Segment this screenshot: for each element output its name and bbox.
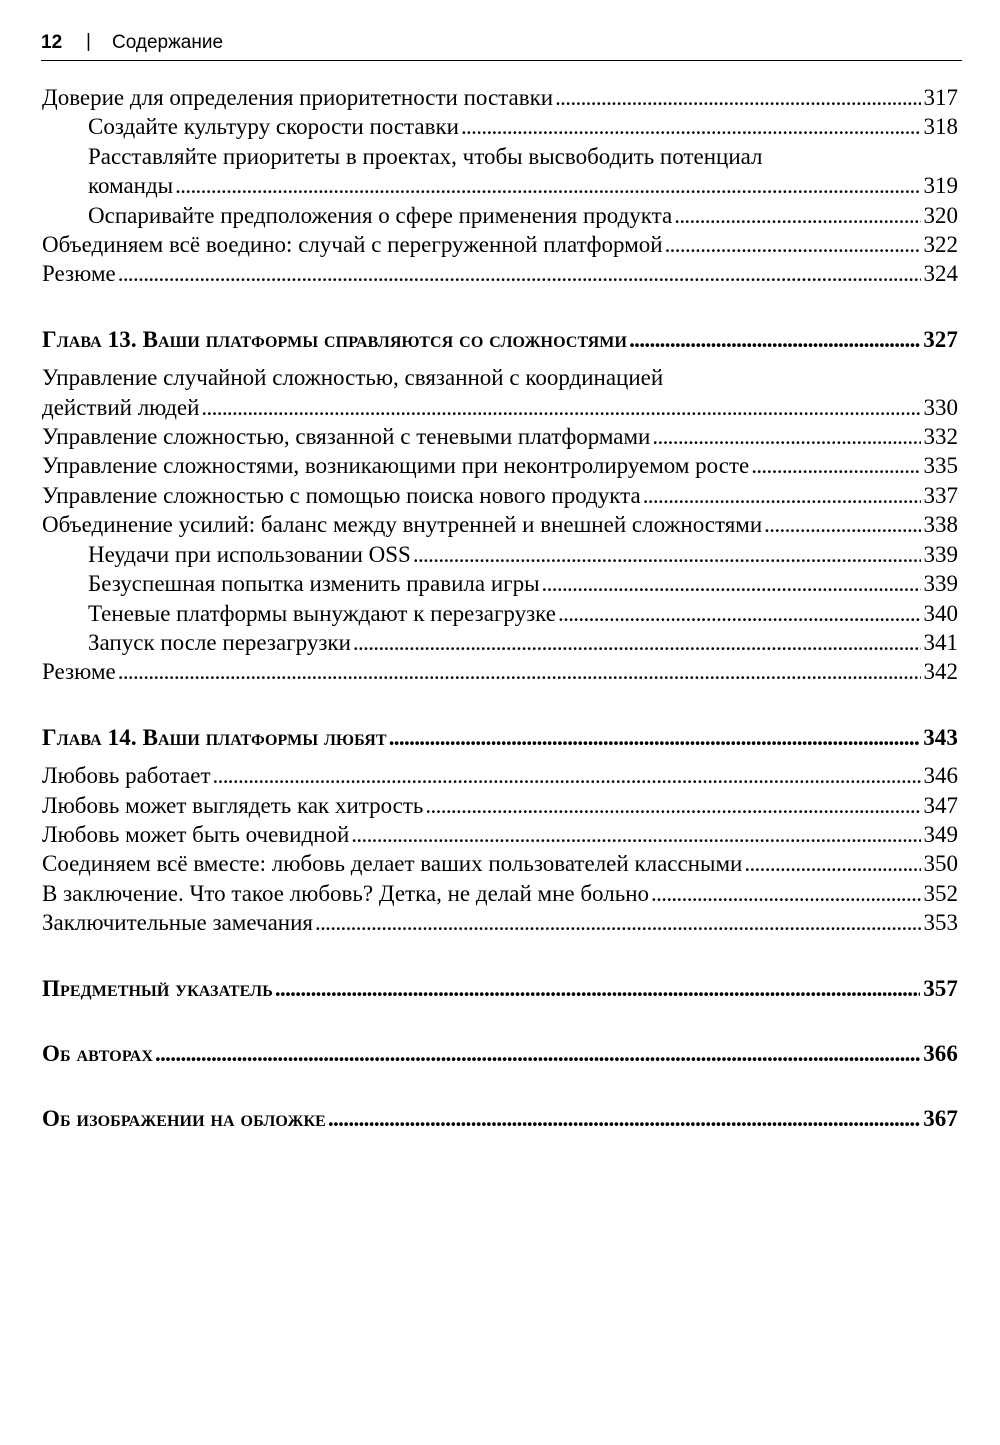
toc-entry[interactable] (42, 230, 958, 259)
leader-dots (275, 974, 920, 1003)
toc-entry-page: 319 (923, 173, 958, 199)
toc-entry-page: 349 (923, 821, 958, 847)
chapter-title: Об изображении на обложке (42, 1106, 326, 1132)
toc-entry-title: Создайте культуру скорости поставки (88, 114, 459, 140)
chapter-page: 327 (923, 326, 958, 352)
toc-chapter-14[interactable] (42, 723, 958, 752)
leader-dots (461, 112, 921, 141)
leader-dots (175, 171, 920, 200)
toc-entry-page: 332 (923, 424, 958, 450)
toc-entry-page: 324 (923, 261, 958, 287)
table-of-contents (42, 83, 958, 1134)
toc-entry-title: Резюме (42, 261, 116, 287)
toc-subentry[interactable] (42, 628, 958, 657)
leader-dots (764, 510, 920, 539)
toc-entry-title-line1: Управление случайной сложностью, связанной с координацией (42, 365, 664, 391)
toc-entry-page: 340 (923, 600, 958, 626)
leader-dots (744, 849, 920, 878)
toc-entry-page: 338 (923, 512, 958, 538)
toc-subentry[interactable] (42, 201, 958, 230)
toc-entry-title: Доверие для определения приоритетности поставки (42, 85, 554, 110)
toc-entry[interactable] (42, 510, 958, 539)
leader-dots (665, 230, 921, 259)
leader-dots (389, 723, 920, 752)
toc-entry-page: 350 (923, 851, 958, 877)
toc-entry-title-line2: команды (88, 173, 174, 199)
toc-entry[interactable] (42, 791, 958, 820)
toc-subentry[interactable] (42, 599, 958, 628)
toc-cover[interactable] (42, 1104, 958, 1133)
toc-entry-title: Управление сложностью, связанной с теневыми платформами (42, 424, 651, 450)
leader-dots (155, 1039, 920, 1068)
toc-entry[interactable] (42, 879, 958, 908)
header-title: Содержание (112, 32, 224, 53)
toc-entry[interactable] (42, 908, 958, 937)
toc-entry-title-line1: Расставляйте приоритеты в проектах, чтобы высвободить потенциал (88, 143, 763, 169)
toc-entry-page: 318 (923, 114, 958, 140)
running-header (41, 30, 962, 61)
toc-subentry[interactable] (42, 142, 958, 201)
toc-entry-title: Заключительные замечания (42, 910, 313, 936)
toc-entry-page: 342 (923, 659, 958, 685)
toc-entry-title: Любовь работает (42, 763, 211, 789)
chapter-title: Об авторах (42, 1040, 153, 1066)
leader-dots (555, 83, 920, 112)
toc-entry-page: 335 (923, 453, 958, 479)
toc-entry[interactable] (42, 849, 958, 878)
toc-authors[interactable] (42, 1039, 958, 1068)
toc-entry-title: Объединение усилий: баланс между внутренней и внешней сложностями (42, 512, 763, 538)
toc-entry-title: Управление сложностями, возникающими при неконтролируемом росте (42, 453, 750, 479)
toc-entry[interactable] (42, 259, 958, 288)
toc-entry-title-line2: действий людей (42, 394, 200, 420)
leader-dots (558, 599, 921, 628)
toc-entry[interactable] (42, 422, 958, 451)
leader-dots (328, 1104, 920, 1133)
leader-dots (201, 393, 920, 422)
leader-dots (351, 820, 920, 849)
toc-entry[interactable] (42, 657, 958, 686)
leader-dots (353, 628, 921, 657)
leader-dots (629, 325, 920, 354)
toc-entry[interactable] (42, 820, 958, 849)
toc-entry-title: Оспаривайте предположения о сфере применения продукта (88, 202, 673, 228)
toc-entry-title: Запуск после перезагрузки (88, 629, 351, 655)
toc-entry-title: Управление сложностью с помощью поиска нового продукта (42, 482, 641, 508)
toc-entry[interactable] (42, 363, 958, 422)
chapter-title: Глава 14. Ваши платформы любят (42, 724, 387, 750)
leader-dots (118, 657, 921, 686)
toc-entry-title: Объединяем всё воедино: случай с перегруженной платформой (42, 232, 663, 258)
toc-entry-page: 347 (923, 792, 958, 818)
toc-entry-title: Любовь может выглядеть как хитрость (42, 792, 424, 818)
toc-entry-page: 339 (923, 541, 958, 567)
toc-entry-page: 346 (923, 763, 958, 789)
leader-dots (643, 481, 921, 510)
toc-entry-page: 330 (923, 394, 958, 420)
chapter-title: Предметный указатель (42, 975, 273, 1001)
toc-chapter-13[interactable] (42, 325, 958, 354)
toc-entry-page: 353 (923, 910, 958, 936)
toc-entry[interactable] (42, 451, 958, 480)
toc-entry-page: 320 (923, 202, 958, 228)
toc-entry-page: 317 (923, 85, 958, 110)
toc-entry-title: Неудачи при использовании OSS (88, 541, 411, 567)
toc-entry[interactable] (42, 83, 958, 112)
page-number: 12 (41, 32, 63, 53)
toc-entry-page: 341 (923, 629, 958, 655)
header-separator: | (86, 31, 91, 52)
chapter-page: 357 (923, 975, 958, 1001)
chapter-title: Глава 13. Ваши платформы справляются со сложностями (42, 326, 628, 352)
toc-entry-title: Резюме (42, 659, 116, 685)
toc-entry-page: 337 (923, 482, 958, 508)
toc-index[interactable] (42, 974, 958, 1003)
leader-dots (425, 791, 920, 820)
leader-dots (118, 259, 921, 288)
leader-dots (413, 540, 921, 569)
toc-subentry[interactable] (42, 569, 958, 598)
toc-entry-title: Теневые платформы вынуждают к перезагрузке (88, 600, 556, 626)
chapter-page: 343 (923, 724, 958, 750)
toc-entry-page: 352 (923, 880, 958, 906)
chapter-page: 367 (923, 1106, 958, 1132)
toc-entry-title: Любовь может быть очевидной (42, 821, 350, 847)
toc-entry[interactable] (42, 481, 958, 510)
toc-entry-title: Соединяем всё вместе: любовь делает ваших пользователей классными (42, 851, 743, 877)
leader-dots (652, 422, 920, 451)
leader-dots (751, 451, 920, 480)
toc-entry-title: Безуспешная попытка изменить правила игры (88, 571, 540, 597)
toc-entry-page: 322 (923, 232, 958, 258)
toc-subentry[interactable] (42, 540, 958, 569)
leader-dots (651, 879, 920, 908)
leader-dots (213, 761, 921, 790)
leader-dots (674, 201, 920, 230)
leader-dots (542, 569, 921, 598)
leader-dots (315, 908, 921, 937)
chapter-page: 366 (923, 1040, 958, 1066)
toc-entry[interactable] (42, 761, 958, 790)
toc-subentry[interactable] (42, 112, 958, 141)
toc-entry-title: В заключение. Что такое любовь? Детка, не делай мне больно (42, 880, 650, 906)
toc-entry-page: 339 (923, 571, 958, 597)
